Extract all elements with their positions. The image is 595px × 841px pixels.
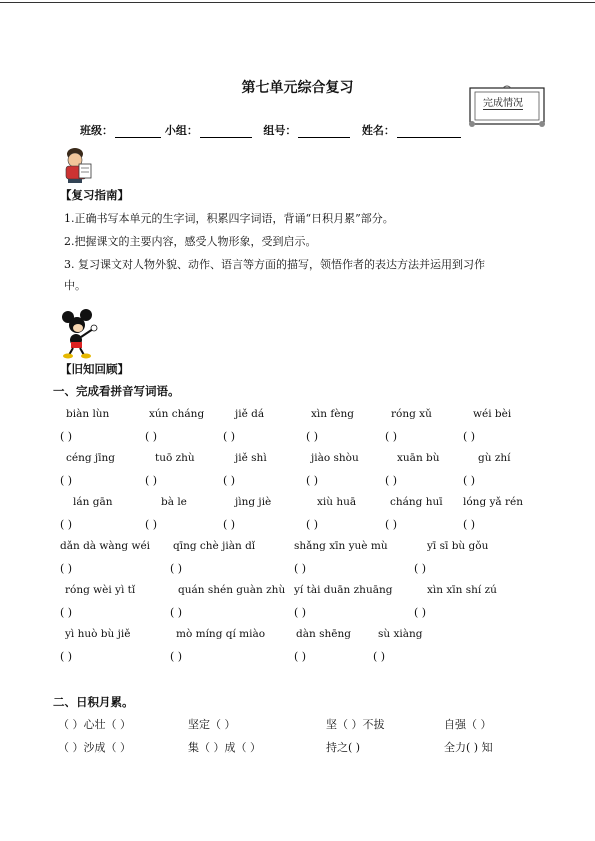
group-no-field[interactable] — [298, 125, 350, 138]
answer-paren[interactable]: ( ) — [60, 430, 73, 443]
review-heading: 【旧知回顾】 — [60, 362, 129, 376]
top-rule — [0, 2, 595, 3]
guide-item: 1.正确书写本单元的生字词，积累四字词语，背诵“日积月累”部分。 — [64, 212, 394, 225]
answer-paren[interactable]: ( ) — [60, 474, 73, 487]
answer-paren[interactable]: ( ) — [306, 518, 319, 531]
pinyin: jiě dá — [235, 408, 265, 420]
pinyin: xún cháng — [149, 408, 205, 420]
pinyin: céng jīng — [66, 452, 116, 464]
answer-paren[interactable]: ( ) — [294, 650, 307, 663]
q1-heading: 一、完成看拼音写词语。 — [53, 384, 180, 398]
answer-paren[interactable]: ( ) — [223, 518, 236, 531]
answer-paren-long[interactable]: ( ) — [414, 606, 427, 619]
pinyin: xiù huā — [317, 496, 357, 508]
pinyin: xìn fèng — [311, 408, 354, 420]
answer-paren[interactable]: ( ) — [306, 474, 319, 487]
pinyin: yī sī bù gǒu — [427, 540, 489, 552]
guide-item: 2.把握课文的主要内容，感受人物形象，受到启示。 — [64, 235, 317, 248]
pinyin: jiě shì — [235, 452, 267, 464]
pinyin: xìn xīn shí zú — [427, 584, 497, 596]
answer-paren-long[interactable]: ( ) — [170, 562, 183, 575]
class-label: 班级： — [80, 124, 113, 137]
teacher-illustration — [60, 146, 94, 188]
idiom-item[interactable]: 集（ ）成（ ） — [188, 741, 261, 754]
group-label: 小组： — [164, 124, 198, 137]
badge-label: 完成情况 — [483, 94, 523, 110]
pinyin: róng wèi yì tǐ — [65, 584, 136, 596]
pinyin: lóng yǎ rén — [463, 496, 524, 508]
answer-paren-long[interactable]: ( ) — [60, 650, 73, 663]
answer-paren[interactable]: ( ) — [223, 474, 236, 487]
answer-paren[interactable]: ( ) — [385, 430, 398, 443]
q2-heading: 二、日积月累。 — [53, 695, 134, 709]
answer-paren[interactable]: ( ) — [306, 430, 319, 443]
pinyin: yì huò bù jiě — [65, 628, 131, 640]
idiom-item[interactable]: 坚定（ ） — [188, 718, 236, 731]
class-field[interactable] — [115, 125, 161, 138]
pinyin: jìng jiè — [235, 496, 272, 508]
idiom-item[interactable]: 自强（ ） — [444, 718, 492, 731]
page-title: 第七单元综合复习 — [241, 80, 354, 96]
pinyin: dàn shēng — [296, 628, 351, 640]
pinyin: tuō zhù — [155, 452, 195, 464]
pinyin: bà le — [161, 496, 187, 508]
answer-paren-long[interactable]: ( ) — [170, 606, 183, 619]
name-field[interactable] — [397, 125, 461, 138]
answer-paren-long[interactable]: ( ) — [170, 650, 183, 663]
answer-paren[interactable]: ( ) — [463, 430, 476, 443]
pinyin: wéi bèi — [473, 408, 512, 420]
group-no-label: 组号： — [263, 124, 297, 137]
guide-heading: 【复习指南】 — [60, 188, 129, 202]
answer-paren[interactable]: ( ) — [385, 518, 398, 531]
answer-paren[interactable]: ( ) — [463, 518, 476, 531]
pinyin: dǎn dà wàng wéi — [60, 540, 151, 552]
pinyin: jiào shòu — [311, 452, 359, 464]
answer-paren[interactable]: ( ) — [463, 474, 476, 487]
answer-paren[interactable]: ( ) — [145, 474, 158, 487]
info-line — [80, 122, 461, 138]
answer-paren-long[interactable]: ( ) — [294, 562, 307, 575]
pinyin: lán gān — [73, 496, 113, 508]
idiom-item[interactable]: 全力( ) 知 — [444, 741, 493, 754]
idiom-item[interactable]: 持之( ) — [326, 741, 361, 754]
answer-paren-long[interactable]: ( ) — [60, 562, 73, 575]
pinyin: gù zhí — [478, 452, 511, 464]
answer-paren[interactable]: ( ) — [223, 430, 236, 443]
pinyin: quán shén guàn zhù — [178, 584, 286, 596]
pinyin: qīng chè jiàn dǐ — [173, 540, 256, 552]
guide-item: 3. 复习课文对人物外貌、动作、语言等方面的描写，领悟作者的表达方法并运用到习作 — [64, 258, 485, 271]
answer-paren[interactable]: ( ) — [385, 474, 398, 487]
idiom-item[interactable]: 坚（ ）不拔 — [326, 718, 385, 731]
idiom-item[interactable]: （ ）心壮（ ） — [58, 718, 131, 731]
pinyin: mò míng qí miào — [176, 628, 266, 640]
pinyin: sù xiàng — [378, 628, 423, 640]
idiom-item[interactable]: （ ）沙成（ ） — [58, 741, 131, 754]
completion-badge — [467, 84, 549, 130]
answer-paren-long[interactable]: ( ) — [60, 606, 73, 619]
answer-paren[interactable]: ( ) — [145, 518, 158, 531]
answer-paren-long[interactable]: ( ) — [414, 562, 427, 575]
guide-item: 中。 — [64, 279, 86, 292]
answer-paren[interactable]: ( ) — [145, 430, 158, 443]
pinyin: xuān bù — [397, 452, 440, 464]
answer-paren-long[interactable]: ( ) — [294, 606, 307, 619]
pinyin: yí tài duān zhuāng — [294, 584, 393, 596]
mickey-illustration — [60, 309, 100, 363]
name-label: 姓名： — [361, 124, 395, 137]
pinyin: cháng huī — [390, 496, 443, 508]
answer-paren[interactable]: ( ) — [373, 650, 386, 663]
answer-paren[interactable]: ( ) — [60, 518, 73, 531]
pinyin: róng xǔ — [391, 408, 432, 420]
pinyin: biàn lùn — [66, 408, 110, 420]
pinyin: shǎng xīn yuè mù — [294, 540, 388, 552]
group-field[interactable] — [200, 125, 252, 138]
